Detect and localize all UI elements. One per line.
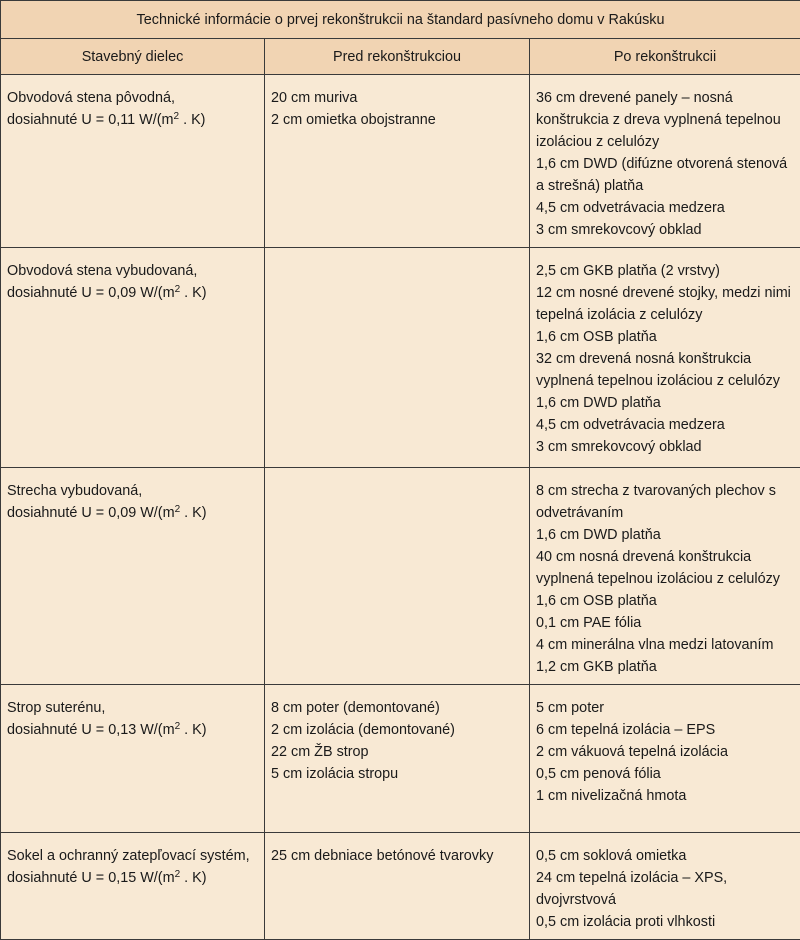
header-before: Pred rekonštrukciou [265, 39, 530, 75]
component-cell [1, 248, 265, 468]
layer-item: 8 cm poter (demontované) [271, 697, 523, 719]
header-row [1, 39, 800, 75]
layer-item: 2 cm vákuová tepelná izolácia [536, 741, 794, 763]
layer-item: 2 cm omietka obojstranne [271, 109, 523, 131]
u-value-text: dosiahnuté U = 0,11 W/(m [7, 112, 174, 128]
layer-item: 36 cm drevené panely – nosná konštrukcia z dreva vyplnená tepelnou izoláciou z celulózy [536, 87, 794, 153]
component-cell [1, 468, 265, 685]
layer-item: 25 cm debniace betónové tvarovky [271, 845, 523, 867]
u-value-exponent: 2 [175, 869, 181, 880]
u-value-unit: . K) [180, 870, 206, 886]
table-row [1, 468, 800, 685]
header-after: Po rekonštrukcii [530, 39, 800, 75]
before-cell [265, 75, 530, 248]
layer-item: 1,6 cm OSB platňa [536, 590, 794, 612]
u-value [7, 719, 258, 741]
layer-item: 1,6 cm DWD (difúzne otvorená stenová a strešná) platňa [536, 153, 794, 197]
layer-item: 1,2 cm GKB platňa [536, 656, 794, 678]
layer-item: 4,5 cm odvetrávacia medzera [536, 414, 794, 436]
layer-item: 0,1 cm PAE fólia [536, 612, 794, 634]
layer-item: 8 cm strecha z tvarovaných plechov s odvetrávaním [536, 480, 794, 524]
component-name: Strecha vybudovaná, [7, 480, 258, 502]
u-value-exponent: 2 [175, 721, 181, 732]
layer-item: 1,6 cm DWD platňa [536, 392, 794, 414]
layer-item: 4 cm minerálna vlna medzi latovaním [536, 634, 794, 656]
before-cell [265, 468, 530, 685]
u-value-text: dosiahnuté U = 0,09 W/(m [7, 285, 175, 301]
layer-item: 32 cm drevená nosná konštrukcia vyplnená tepelnou izoláciou z celulózy [536, 348, 794, 392]
table-row [1, 248, 800, 468]
u-value-unit: . K) [179, 112, 205, 128]
layer-item: 24 cm tepelná izolácia – XPS, dvojvrstvová [536, 867, 794, 911]
layer-item: 40 cm nosná drevená konštrukcia vyplnená tepelnou izoláciou z celulózy [536, 546, 794, 590]
layer-item: 6 cm tepelná izolácia – EPS [536, 719, 794, 741]
u-value [7, 109, 258, 131]
layer-item: 4,5 cm odvetrávacia medzera [536, 197, 794, 219]
layer-item: 3 cm smrekovcový obklad [536, 436, 794, 458]
layer-item: 1,6 cm OSB platňa [536, 326, 794, 348]
table-row [1, 75, 800, 248]
table-title: Technické informácie o prvej rekonštrukcii na štandard pasívneho domu v Rakúsku [1, 1, 800, 39]
layer-item: 1,6 cm DWD platňa [536, 524, 794, 546]
table-row [1, 685, 800, 833]
u-value-exponent: 2 [175, 504, 181, 515]
layer-item: 2,5 cm GKB platňa (2 vrstvy) [536, 260, 794, 282]
title-row [1, 1, 800, 39]
before-cell [265, 248, 530, 468]
layer-item: 0,5 cm penová fólia [536, 763, 794, 785]
layer-item: 2 cm izolácia (demontované) [271, 719, 523, 741]
component-cell [1, 685, 265, 833]
layer-item: 0,5 cm izolácia proti vlhkosti [536, 911, 794, 933]
u-value-unit: . K) [180, 722, 206, 738]
layer-item: 0,5 cm soklová omietka [536, 845, 794, 867]
after-cell [530, 833, 800, 940]
u-value-text: dosiahnuté U = 0,13 W/(m [7, 722, 175, 738]
after-cell [530, 248, 800, 468]
layer-item: 5 cm poter [536, 697, 794, 719]
component-name: Strop suterénu, [7, 697, 258, 719]
u-value-exponent: 2 [174, 111, 180, 122]
u-value [7, 502, 258, 524]
component-name: Obvodová stena pôvodná, [7, 87, 258, 109]
u-value [7, 282, 258, 304]
after-cell [530, 75, 800, 248]
u-value-unit: . K) [180, 505, 206, 521]
u-value [7, 867, 258, 889]
before-cell [265, 833, 530, 940]
after-cell [530, 685, 800, 833]
table-body [1, 75, 800, 940]
layer-item: 12 cm nosné drevené stojky, medzi nimi tepelná izolácia z celulózy [536, 282, 794, 326]
layer-item: 22 cm ŽB strop [271, 741, 523, 763]
u-value-unit: . K) [180, 285, 206, 301]
after-cell [530, 468, 800, 685]
layer-item: 1 cm nivelizačná hmota [536, 785, 794, 807]
component-name: Sokel a ochranný zatepľovací systém, [7, 845, 258, 867]
layer-item: 20 cm muriva [271, 87, 523, 109]
component-cell [1, 833, 265, 940]
layer-item: 5 cm izolácia stropu [271, 763, 523, 785]
table-row [1, 833, 800, 940]
component-name: Obvodová stena vybudovaná, [7, 260, 258, 282]
before-cell [265, 685, 530, 833]
u-value-exponent: 2 [175, 284, 181, 295]
header-component: Stavebný dielec [1, 39, 265, 75]
u-value-text: dosiahnuté U = 0,09 W/(m [7, 505, 175, 521]
layer-item: 3 cm smrekovcový obklad [536, 219, 794, 241]
component-cell [1, 75, 265, 248]
u-value-text: dosiahnuté U = 0,15 W/(m [7, 870, 175, 886]
